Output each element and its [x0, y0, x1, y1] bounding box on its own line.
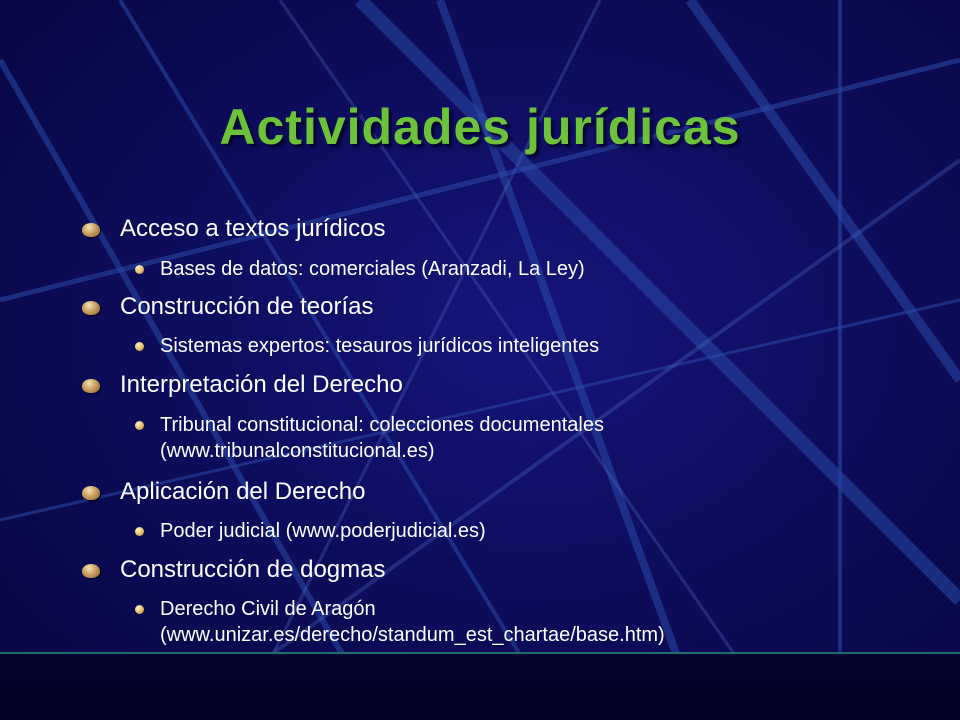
sub-bullet-icon	[135, 605, 144, 614]
sub-bullet-item: Bases de datos: comerciales (Aranzadi, La Ley)	[160, 258, 585, 280]
sub-bullet-item: Tribunal constitucional: colecciones documentales	[160, 414, 604, 436]
slide-title: Actividades jurídicas	[219, 99, 741, 155]
bullet-icon	[82, 223, 100, 237]
bullet-item: Acceso a textos jurídicos	[120, 215, 386, 242]
bullet-item: Construcción de teorías	[120, 293, 374, 320]
sub-bullet-item: Sistemas expertos: tesauros jurídicos inteligentes	[160, 335, 600, 357]
bullet-icon	[82, 379, 100, 393]
sub-bullet-icon	[135, 527, 144, 536]
sub-bullet-icon	[135, 421, 144, 430]
sub-bullet-item: Poder judicial (www.poderjudicial.es)	[160, 520, 486, 542]
sub-bullet-item-continuation: (www.tribunalconstitucional.es)	[160, 440, 435, 462]
bullet-icon	[82, 486, 100, 500]
sub-bullet-icon	[135, 342, 144, 351]
bullet-icon	[82, 301, 100, 315]
bullet-item: Construcción de dogmas	[120, 556, 386, 583]
bullet-icon	[82, 564, 100, 578]
footer-band	[0, 652, 960, 720]
sub-bullet-icon	[135, 265, 144, 274]
bullet-item: Aplicación del Derecho	[120, 478, 366, 505]
bullet-item: Interpretación del Derecho	[120, 371, 403, 398]
sub-bullet-item: Derecho Civil de Aragón	[160, 598, 376, 620]
sub-bullet-item-continuation: (www.unizar.es/derecho/standum_est_chartae/base.htm)	[160, 624, 665, 646]
footer-divider	[0, 652, 960, 654]
